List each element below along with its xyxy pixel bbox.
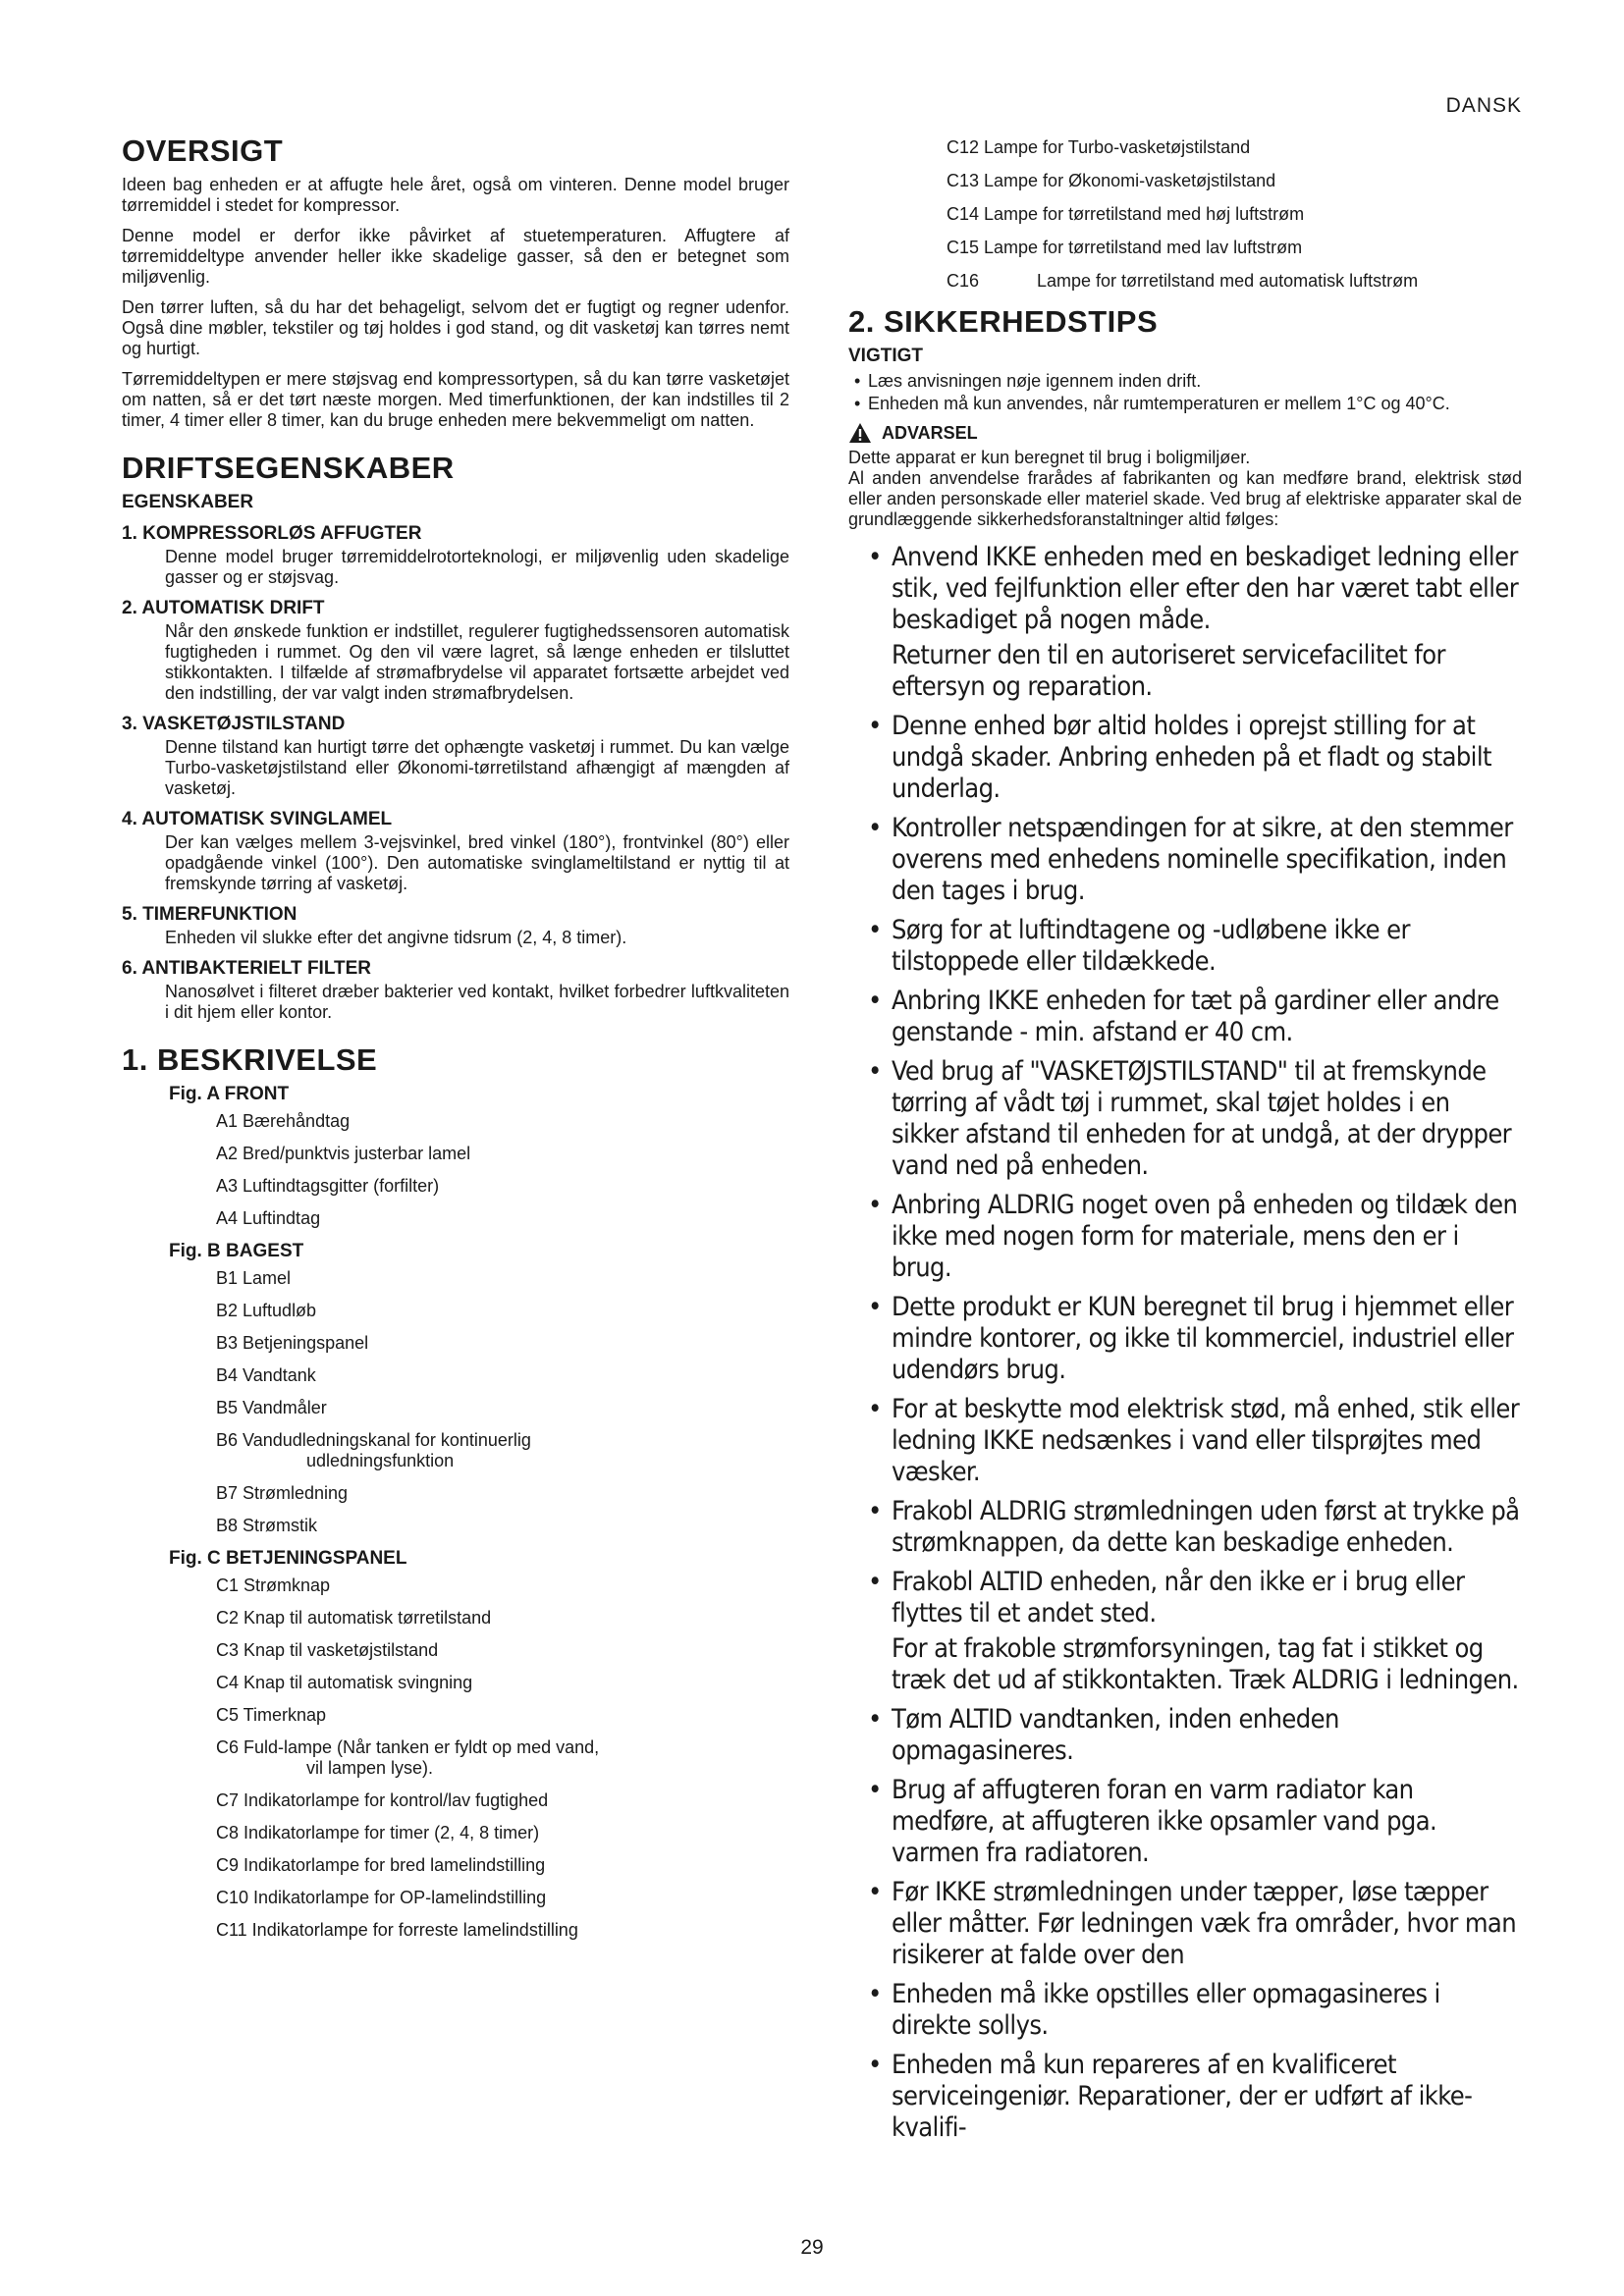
safety-bullet: • Sørg for at luftindtagene og -udløbene ikke er tilstoppede eller tildækkede. xyxy=(848,915,1522,978)
safety-bullet: • Ved brug af "VASKETØJSTILSTAND" til at fremskynde tørring af vådt tøj i rummet, skal tøjet holdes i en sikker afstand til enheden for at undgå, at der drypper vand ned på enheden. xyxy=(848,1056,1522,1182)
fig-item: C13 Lampe for Økonomi-vasketøjstilstand xyxy=(947,171,1276,190)
fig-item-line: C6 Fuld-lampe (Når tanken er fyldt op med vand, xyxy=(216,1737,600,1757)
fig-item: C8 Indikatorlampe for timer (2, 4, 8 timer) xyxy=(216,1823,540,1842)
page-number: 29 xyxy=(800,2236,824,2259)
safety-bullet: • Før IKKE strømledningen under tæpper, løse tæpper eller måtter. Før ledningen væk fra områder, hvor man risikerer at falde over den xyxy=(848,1877,1522,1971)
fig-c-title: Fig. C BETJENINGSPANEL xyxy=(169,1548,407,1569)
feature-body: Nanosølvet i filteret dræber bakterier ved kontakt, hvilket forbedrer luftkvaliteten i dit hjem eller kontor. xyxy=(165,982,789,1022)
fig-item-code: C16 xyxy=(947,271,980,291)
advarsel-paragraph: Al anden anvendelse frarådes af fabrikanten og kan medføre brand, elektrisk stød eller anden personskade eller materiel skade. Ved brug af elektriske apparater skal de grundlæggende sikkerhedsforanstaltninger altid følges: xyxy=(848,468,1522,529)
fig-item: A2 Bred/punktvis justerbar lamel xyxy=(216,1144,471,1163)
fig-item: C14 Lampe for tørretilstand med høj luftstrøm xyxy=(947,204,1305,224)
drift-title: DRIFTSEGENSKABER xyxy=(122,451,455,485)
safety-bullet: • Kontroller netspændingen for at sikre, at den stemmer overens med enhedens nominelle specifikation, inden den tages i brug. xyxy=(848,813,1522,907)
language-label: DANSK xyxy=(1445,94,1522,117)
fig-item: A4 Luftindtag xyxy=(216,1208,321,1228)
fig-item: C3 Knap til vasketøjstilstand xyxy=(216,1640,439,1660)
feature-body: Denne tilstand kan hurtigt tørre det ophængte vasketøj i rummet. Du kan vælge Turbo-vasketøjstilstand eller Økonomi-tørretilstand afhængigt af mængden af vasketøj. xyxy=(165,737,789,798)
safety-bullet: • Brug af affugteren foran en varm radiator kan medføre, at affugteren ikke opsamler vand pga. varmen fra radiatoren. xyxy=(848,1775,1522,1869)
drift-subtitle: EGENSKABER xyxy=(122,492,254,512)
feature-title: 5. TIMERFUNKTION xyxy=(122,904,298,925)
fig-item xyxy=(216,1430,707,1471)
fig-item: C4 Knap til automatisk svingning xyxy=(216,1673,473,1692)
feature-body: Når den ønskede funktion er indstillet, regulerer fugtighedssensoren automatisk fugtigheden i rummet. Og den vil være lagret, så længe enheden er tilsluttet stikkontakten. I tilfælde af strømafbrydelse vil apparatet fortsætte arbejdet ved den indstilling, der var valgt inden strømafbrydelsen. xyxy=(165,621,789,703)
fig-item: A3 Luftindtagsgitter (forfilter) xyxy=(216,1176,440,1196)
advarsel-heading xyxy=(848,422,1522,444)
oversigt-paragraph: Denne model er derfor ikke påvirket af stuetemperaturen. Affugtere af tørremiddeltype anvender heller ikke skadelige gasser, så den er betegnet som miljøvenlig. xyxy=(122,226,789,287)
oversigt-title: OVERSIGT xyxy=(122,133,284,168)
fig-item: C1 Strømknap xyxy=(216,1575,331,1595)
feature-title: 6. ANTIBAKTERIELT FILTER xyxy=(122,958,372,979)
feature-title: 1. KOMPRESSORLØS AFFUGTER xyxy=(122,523,422,544)
vigtigt-label: VIGTIGT xyxy=(848,346,923,366)
beskrivelse-title: 1. BESKRIVELSE xyxy=(122,1042,378,1077)
feature-body: Enheden vil slukke efter det angivne tidsrum (2, 4, 8 timer). xyxy=(165,928,627,947)
safety-bullet: • Anbring ALDRIG noget oven på enheden og tildæk den ikke med nogen form for materiale, mens den er i brug. xyxy=(848,1190,1522,1284)
fig-item-continuation: udledningsfunktion xyxy=(306,1451,455,1470)
feature-title: 3. VASKETØJSTILSTAND xyxy=(122,714,346,734)
fig-item: C2 Knap til automatisk tørretilstand xyxy=(216,1608,492,1628)
fig-b-title: Fig. B BAGEST xyxy=(169,1241,304,1261)
fig-item: C9 Indikatorlampe for bred lamelindstilling xyxy=(216,1855,546,1875)
fig-item: C5 Timerknap xyxy=(216,1705,327,1725)
fig-item: A1 Bærehåndtag xyxy=(216,1111,351,1131)
safety-bullet: • Anbring IKKE enheden for tæt på gardiner eller andre genstande - min. afstand er 40 cm. xyxy=(848,986,1522,1048)
oversigt-paragraph: Ideen bag enheden er at affugte hele året, også om vinteren. Denne model bruger tørremiddel i stedet for kompressor. xyxy=(122,175,789,215)
oversigt-paragraph: Tørremiddeltypen er mere støjsvag end kompressortypen, så du kan tørre vasketøjet om natten, så er det tørt næste morgen. Med timerfunktionen, der kan indstilles til 2 timer, 4 timer eller 8 timer, kan du bruge enheden mere bekvemmeligt om natten. xyxy=(122,369,789,430)
fig-item: C10 Indikatorlampe for OP-lamelindstilling xyxy=(216,1888,547,1907)
fig-item: B7 Strømledning xyxy=(216,1483,349,1503)
vigtigt-list xyxy=(848,371,1522,414)
warning-icon xyxy=(848,422,872,444)
safety-bullet: • Enheden må kun repareres af en kvalificeret serviceingeniør. Reparationer, der er udført af ikke-kvalifi- xyxy=(848,2050,1522,2144)
safety-bullet xyxy=(848,542,1522,703)
right-column xyxy=(848,137,1522,2152)
safety-bullet-extra: Returner den til en autoriseret servicefacilitet for eftersyn og reparation. xyxy=(892,640,1445,702)
safety-bullets xyxy=(848,542,1522,2144)
safety-bullet: • Frakobl ALDRIG strømledningen uden først at trykke på strømknappen, da dette kan beskadige enheden. xyxy=(848,1496,1522,1559)
fig-item xyxy=(216,1737,707,1779)
fig-item: B4 Vandtank xyxy=(216,1365,316,1385)
fig-item: B3 Betjeningspanel xyxy=(216,1333,369,1353)
fig-item: B8 Strømstik xyxy=(216,1516,318,1535)
safety-bullet xyxy=(848,1567,1522,1696)
feature-title: 2. AUTOMATISK DRIFT xyxy=(122,598,325,618)
list-item: • Læs anvisningen nøje igennem inden drift. xyxy=(848,371,1522,392)
fig-item: C7 Indikatorlampe for kontrol/lav fugtighed xyxy=(216,1790,549,1810)
fig-item: B1 Lamel xyxy=(216,1268,292,1288)
fig-item-line: B6 Vandudledningskanal for kontinuerlig xyxy=(216,1430,531,1450)
fig-item xyxy=(947,271,1522,292)
safety-bullet: • Denne enhed bør altid holdes i oprejst stilling for at undgå skader. Anbring enheden på et fladt og stabilt underlag. xyxy=(848,711,1522,805)
fig-item: C15 Lampe for tørretilstand med lav luftstrøm xyxy=(947,238,1303,257)
safety-bullet-text: Frakobl ALTID enheden, når den ikke er i brug eller flyttes til et andet sted. xyxy=(892,1567,1465,1629)
left-column xyxy=(122,133,789,1952)
safety-bullet: • For at beskytte mod elektrisk stød, må enhed, stik eller ledning IKKE nedsænkes i vand eller tilsprøjtes med væsker. xyxy=(848,1394,1522,1488)
feature-body: Der kan vælges mellem 3-vejsvinkel, bred vinkel (180°), frontvinkel (80°) eller opadgående vinkel (100°). Den automatiske svinglameltilstand er nyttig til at fremskynde tørring af vasketøj. xyxy=(165,832,789,893)
advarsel-label: ADVARSEL xyxy=(882,422,978,443)
fig-item: C12 Lampe for Turbo-vasketøjstilstand xyxy=(947,137,1251,157)
safety-bullet: • Enheden må ikke opstilles eller opmagasineres i direkte sollys. xyxy=(848,1979,1522,2042)
fig-item-continuation: vil lampen lyse). xyxy=(306,1758,434,1778)
oversigt-paragraph: Den tørrer luften, så du har det behageligt, selvom det er fugtigt og regner udenfor. Også dine møbler, tekstiler og tøj holdes i god stand, og dit vasketøj kan tørres nemt og hurtigt. xyxy=(122,297,789,358)
feature-body: Denne model bruger tørremiddelrotorteknologi, er miljøvenlig uden skadelige gasser og er støjsvag. xyxy=(165,547,789,587)
safety-bullet-extra: For at frakoble strømforsyningen, tag fat i stikket og træk det ud af stikkontakten. Træk ALDRIG i ledningen. xyxy=(892,1633,1519,1695)
fig-item: C11 Indikatorlampe for forreste lamelindstilling xyxy=(216,1920,578,1940)
feature-title: 4. AUTOMATISK SVINGLAMEL xyxy=(122,809,393,829)
sikkerhed-title: 2. SIKKERHEDSTIPS xyxy=(848,304,1159,339)
safety-bullet-text: Anvend IKKE enheden med en beskadiget ledning eller stik, ved fejlfunktion eller efter den har været tabt eller beskadiget på nogen måde. xyxy=(892,542,1519,635)
advarsel-line: Dette apparat er kun beregnet til brug i boligmiljøer. xyxy=(848,448,1251,467)
fig-a-title: Fig. A FRONT xyxy=(169,1084,290,1104)
list-item: • Enheden må kun anvendes, når rumtemperaturen er mellem 1°C og 40°C. xyxy=(848,394,1522,414)
fig-item: B5 Vandmåler xyxy=(216,1398,327,1417)
fig-item-text: Lampe for tørretilstand med automatisk luftstrøm xyxy=(1037,271,1419,291)
safety-bullet: • Dette produkt er KUN beregnet til brug i hjemmet eller mindre kontorer, og ikke til kommerciel, industriel eller udendørs brug. xyxy=(848,1292,1522,1386)
safety-bullet: • Tøm ALTID vandtanken, inden enheden opmagasineres. xyxy=(848,1704,1522,1767)
fig-item: B2 Luftudløb xyxy=(216,1301,317,1320)
